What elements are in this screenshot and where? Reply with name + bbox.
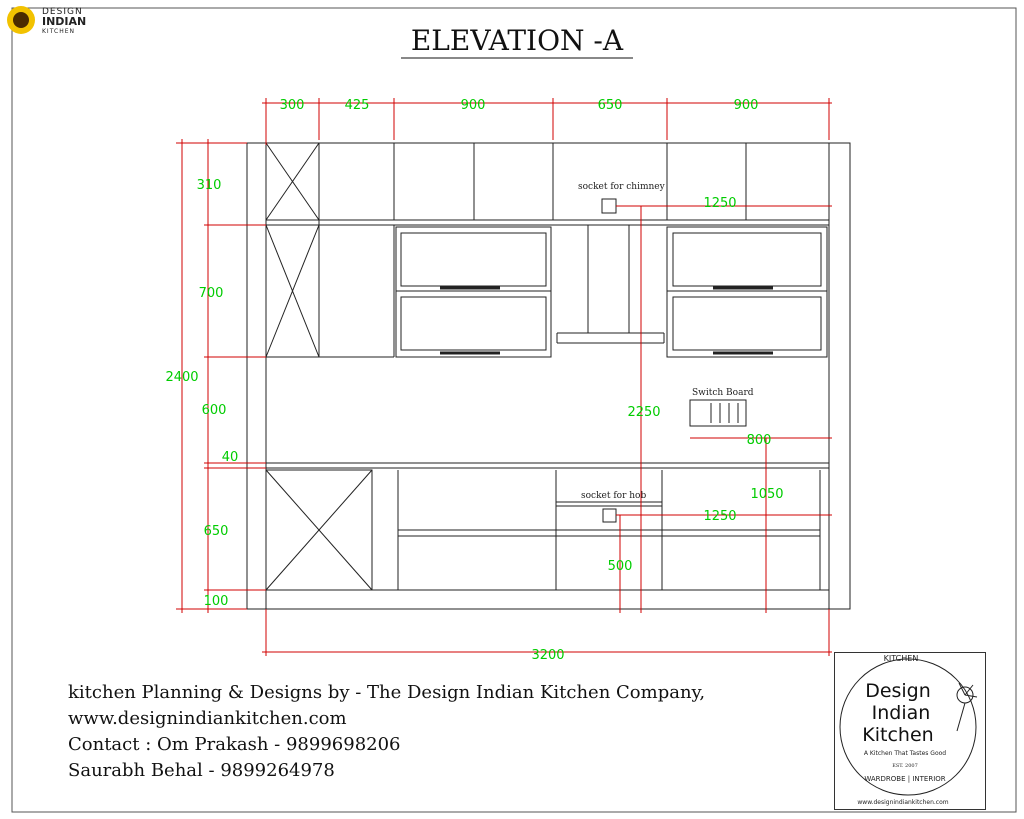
- dim-overall-height: 2400: [165, 370, 199, 385]
- dim-top-300: 300: [279, 98, 305, 113]
- wall-unit-right: [667, 227, 827, 357]
- credit-website: www.designindiankitchen.com: [68, 708, 347, 729]
- credit-contact-1: Contact : Om Prakash - 9899698206: [68, 734, 401, 755]
- dim-top-900a: 900: [460, 98, 486, 113]
- credit-contact-2: Saurabh Behal - 9899264978: [68, 760, 335, 781]
- credit-company: kitchen Planning & Designs by - The Design Indian Kitchen Company,: [68, 682, 706, 703]
- dim-left-100: 100: [203, 594, 229, 609]
- dim-left-600: 600: [201, 403, 227, 418]
- dim-left-310: 310: [196, 178, 222, 193]
- dim-left-40: 40: [221, 450, 239, 465]
- stamp-est: EST. 2007: [892, 763, 918, 769]
- label-socket-chimney: socket for chimney: [578, 182, 665, 192]
- stamp-brand-3: Kitchen: [862, 724, 934, 746]
- sunflower-icon: [7, 6, 35, 34]
- stamp-tagline: A Kitchen That Tastes Good: [863, 750, 947, 757]
- cabinet-linework: [247, 143, 850, 609]
- dim-left-650: 650: [203, 524, 229, 539]
- chimney-socket: [602, 199, 616, 213]
- stamp-brand-2: Indian: [871, 702, 931, 724]
- stamp-url: www.designindiankitchen.com: [857, 799, 949, 806]
- dim-top-425: 425: [344, 98, 370, 113]
- logo-line2: INDIAN: [42, 15, 87, 28]
- stamp-brand-1: Design: [865, 680, 931, 702]
- flower-icon: [957, 683, 977, 731]
- dim-top-650: 650: [597, 98, 623, 113]
- label-switch-board: Switch Board: [692, 388, 754, 398]
- dim-hob-height: 500: [607, 559, 633, 574]
- dim-overall-width: 3200: [531, 648, 565, 663]
- logo-line1: DESIGN: [42, 7, 83, 17]
- dim-left-700: 700: [198, 286, 224, 301]
- chimney: [588, 225, 629, 333]
- hob-socket: [603, 509, 616, 522]
- dim-hob-offset: 1250: [703, 509, 737, 524]
- dim-chimney-offset: 1250: [703, 196, 737, 211]
- label-socket-hob: socket for hob: [581, 491, 647, 501]
- wall-unit-left: [396, 227, 551, 357]
- company-stamp: [834, 652, 986, 810]
- dim-chimney-height: 2250: [627, 405, 661, 420]
- logo-line3: KITCHEN: [42, 28, 75, 35]
- dim-switch-offset: 800: [746, 433, 772, 448]
- drawing-title: ELEVATION -A: [410, 24, 624, 57]
- stamp-bottom-text: WARDROBE | INTERIOR: [864, 775, 946, 783]
- dimension-lines: [176, 98, 832, 656]
- brand-logo: [4, 3, 96, 37]
- credits: [68, 680, 705, 784]
- stamp-top-text: KITCHEN: [883, 654, 919, 663]
- wall-outline: [247, 143, 850, 609]
- dim-top-900b: 900: [733, 98, 759, 113]
- dim-switch-height: 1050: [750, 487, 784, 502]
